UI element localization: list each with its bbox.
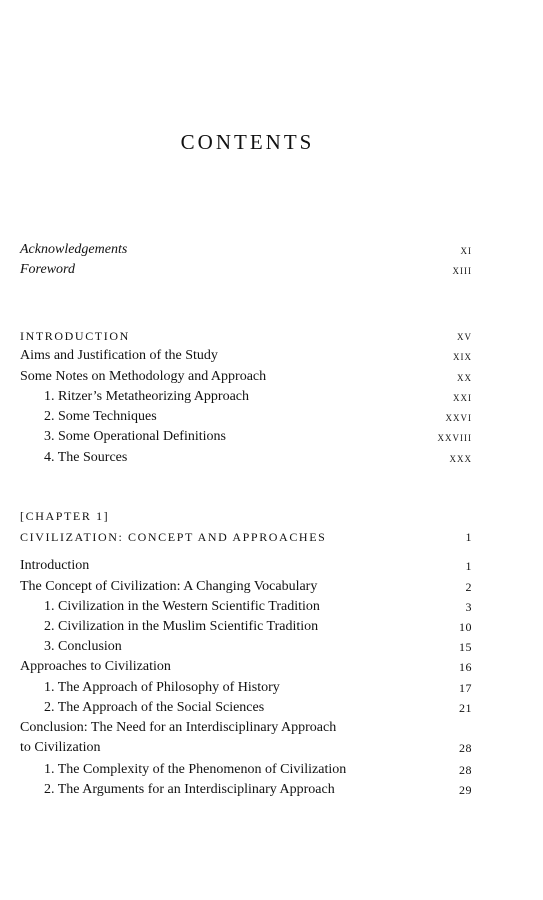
toc-subentry[interactable]	[20, 698, 472, 718]
page-title: CONTENTS	[180, 130, 315, 154]
toc-entry-label: 1. The Approach of Philosophy of History	[44, 680, 280, 695]
toc-entry-label: CIVILIZATION: CONCEPT AND APPROACHES	[20, 530, 327, 544]
toc-entry-acknowledgements[interactable]	[20, 240, 472, 260]
toc-entry-label: Aims and Justification of the Study	[20, 348, 218, 363]
toc-subentry[interactable]	[20, 637, 472, 657]
toc-entry-label: Acknowledgements	[20, 242, 128, 257]
toc-page-number: xxi	[453, 389, 472, 404]
toc-page-number: xi	[460, 242, 472, 257]
toc-entry-label: Conclusion: The Need for an Interdisciplinary Approach	[20, 720, 337, 735]
toc-entry-label: 2. Some Techniques	[44, 409, 157, 424]
toc-entry[interactable]	[20, 367, 472, 387]
toc-page-number: 16	[459, 660, 472, 674]
toc-entry[interactable]	[20, 657, 472, 677]
toc-page-number: 3	[465, 600, 472, 614]
toc-heading-introduction[interactable]	[20, 326, 472, 346]
toc-page-number: xiii	[452, 262, 472, 277]
toc-entry-label: 1. Civilization in the Western Scientific Tradition	[44, 599, 320, 614]
toc-subentry[interactable]	[20, 387, 472, 407]
toc-page-number: 17	[459, 681, 472, 695]
toc-entry-label: Introduction	[20, 558, 90, 573]
toc-entry-label: to Civilization	[20, 740, 101, 755]
toc-entry-label: The Concept of Civilization: A Changing Vocabulary	[20, 579, 318, 594]
toc-subentry[interactable]	[20, 427, 472, 447]
toc-entry-label: 3. Some Operational Definitions	[44, 429, 226, 444]
toc-entry-label: 1. Ritzer’s Metatheorizing Approach	[44, 389, 250, 404]
toc-entry-label: Approaches to Civilization	[20, 659, 171, 674]
toc-page-number: 21	[459, 701, 472, 715]
toc-page-number: 28	[459, 741, 472, 755]
toc-subentry[interactable]	[20, 760, 472, 780]
toc-page-number: xx	[457, 369, 472, 384]
chapter-number-label: [CHAPTER 1]	[20, 509, 110, 523]
toc-subentry[interactable]	[20, 617, 472, 637]
toc-entry[interactable]	[20, 718, 472, 738]
toc-page-number: xxvi	[445, 409, 472, 424]
toc-page-number: xxviii	[437, 429, 472, 444]
toc-subentry[interactable]	[20, 448, 472, 468]
toc-entry-label: Some Notes on Methodology and Approach	[20, 369, 267, 384]
toc-subentry[interactable]	[20, 780, 472, 800]
toc-entry-label: 2. Civilization in the Muslim Scientific Tradition	[44, 619, 319, 634]
toc-subentry[interactable]	[20, 407, 472, 427]
toc-entry-foreword[interactable]	[20, 260, 472, 280]
toc-page-number: 2	[465, 580, 472, 594]
toc-entry-label: 4. The Sources	[44, 450, 128, 465]
toc-entry-label: INTRODUCTION	[20, 329, 130, 343]
toc-page-number: xix	[453, 348, 472, 363]
toc-entry[interactable]	[20, 577, 472, 597]
toc-subentry[interactable]	[20, 597, 472, 617]
toc-page-number: xv	[457, 328, 472, 343]
toc-page-number: 29	[459, 783, 472, 797]
toc-entry[interactable]	[20, 346, 472, 366]
toc-entry-label: 1. The Complexity of the Phenomenon of Civilization	[44, 762, 347, 777]
toc-page-number: 1	[465, 559, 472, 573]
chapter-label	[20, 506, 472, 526]
toc-page-number: 28	[459, 763, 472, 777]
toc-heading-chapter-1[interactable]	[20, 527, 472, 547]
toc-entry[interactable]	[20, 738, 472, 758]
toc-page-number: 15	[459, 640, 472, 654]
toc-entry-label: 2. The Approach of the Social Sciences	[44, 700, 265, 715]
toc-page-number: 10	[459, 620, 472, 634]
toc-page-number: 1	[465, 530, 472, 544]
toc-entry-label: Foreword	[20, 262, 75, 277]
toc-entry-label: 2. The Arguments for an Interdisciplinary Approach	[44, 782, 335, 797]
toc-page-number: xxx	[449, 450, 472, 465]
toc-entry-label: 3. Conclusion	[44, 639, 122, 654]
toc-subentry[interactable]	[20, 678, 472, 698]
toc-entry[interactable]	[20, 556, 472, 576]
